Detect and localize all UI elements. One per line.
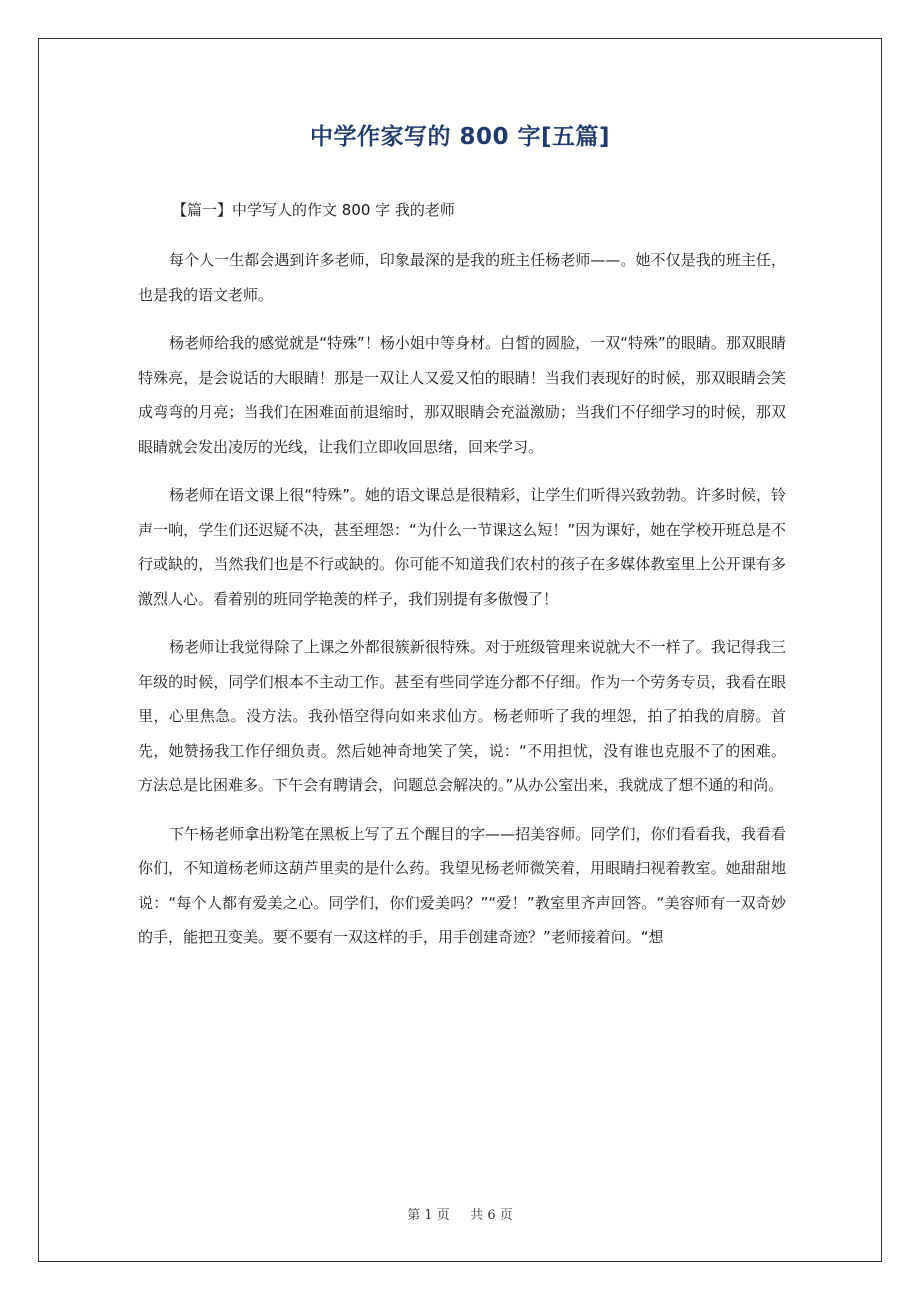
paragraph-5: 下午杨老师拿出粉笔在黑板上写了五个醒目的字——招美容师。同学们，你们看看我，我看看你们，不知道杨老师这葫芦里卖的是什么药。我望见杨老师微笑着，用眼睛扫视着教室。她甜甜地说：“每个人都有爱美之心。同学们，你们爱美吗？”“爱！”教室里齐声回答。“美容师有一双奇妙的手，能把丑变美。要不要有一双这样的手，用手创建奇迹？”老师接着问。“想 [138, 824, 786, 946]
page-footer [0, 1204, 920, 1223]
paragraph-4: 杨老师让我觉得除了上课之外都很簇新很特殊。对于班级管理来说就大不一样了。我记得我三年级的时候，同学们根本不主动工作。甚至有些同学连分都不仔细。作为一个劳务专员，我看在眼里，心里焦急。没方法。我孙悟空得向如来求仙方。杨老师听了我的埋怨，拍了拍我的肩膀。首先，她赞扬我工作仔细负责。然后她神奇地笑了笑，说：“不用担忧，没有谁也克服不了的困难。方法总是比困难多。下午会有聘请会，问题总会解决的。”从办公室出来，我就成了想不通的和尚。 [138, 638, 786, 794]
paragraph-3: 杨老师在语文课上很“特殊”。她的语文课总是很精彩，让学生们听得兴致勃勃。许多时候，铃声一响，学生们还迟疑不决，甚至埋怨：“为什么一节课这么短！”因为课好，她在学校开班总是不行或缺的，当然我们也是不行或缺的。你可能不知道我们农村的孩子在多媒体教室里上公开课有多激烈人心。看着别的班同学艳羡的样子，我们别提有多傲慢了！ [138, 486, 786, 608]
section-heading: 【篇一】中学写人的作文 800 字 我的老师 [172, 201, 455, 219]
paragraph-2: 杨老师给我的感觉就是“特殊”！杨小姐中等身材。白皙的圆脸，一双“特殊”的眼睛。那双眼睛特殊亮，是会说话的大眼睛！那是一双让人又爱又怕的眼睛！当我们表现好的时候，那双眼睛会笑成弯弯的月亮；当我们在困难面前退缩时，那双眼睛会充溢激励；当我们不仔细学习的时候，那双眼睛就会发出凌厉的光线，让我们立即收回思绪，回来学习。 [138, 334, 786, 456]
paragraph-1: 每个人一生都会遇到许多老师，印象最深的是我的班主任杨老师——。她不仅是我的班主任，也是我的语文老师。 [138, 251, 786, 304]
page-total: 共 6 页 [470, 1208, 513, 1223]
document-body [138, 195, 786, 969]
page-number: 第 1 页 [407, 1208, 450, 1223]
document-title: 中学作家写的 800 字[五篇] [309, 124, 611, 150]
